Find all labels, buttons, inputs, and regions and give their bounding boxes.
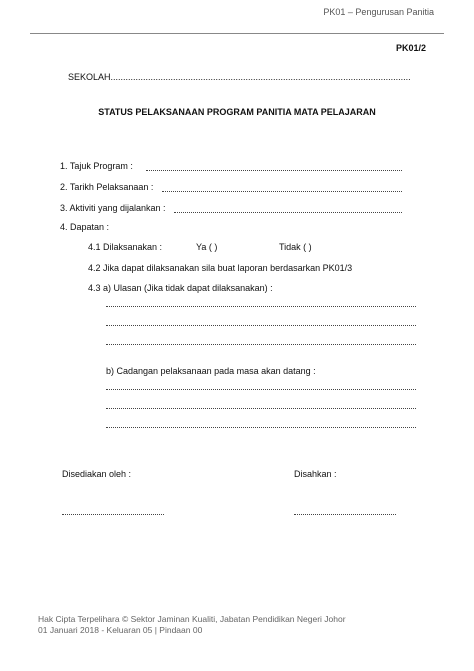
review-line-1[interactable]	[106, 306, 416, 307]
suggestion-line-1[interactable]	[106, 389, 416, 390]
program-title-line[interactable]	[146, 170, 402, 171]
review-line-2[interactable]	[106, 325, 416, 326]
suggestion-line-3[interactable]	[106, 427, 416, 428]
prepared-by-label: Disediakan oleh :	[62, 469, 132, 479]
edition-info: 01 Januari 2018 - Keluaran 05 | Pindaan 00	[38, 625, 203, 635]
approved-by-signature-line[interactable]	[294, 514, 396, 515]
findings-label: 4. Dapatan :	[60, 222, 110, 232]
implementation-date-label: 2. Tarikh Pelaksanaan :	[60, 182, 154, 192]
suggestion-line-2[interactable]	[106, 408, 416, 409]
document-reference: PK01 – Pengurusan Panitia	[323, 7, 434, 17]
activity-line[interactable]	[174, 212, 402, 213]
approved-by-label: Disahkan :	[294, 469, 337, 479]
activity-label: 3. Aktiviti yang dijalankan :	[60, 203, 166, 213]
copyright-notice: Hak Cipta Terpelihara © Sektor Jaminan Kualiti, Jabatan Pendidikan Negeri Johor	[38, 614, 346, 624]
no-checkbox[interactable]: Tidak ( )	[279, 242, 312, 252]
review-line-3[interactable]	[106, 344, 416, 345]
suggestion-label: b) Cadangan pelaksanaan pada masa akan datang :	[106, 366, 316, 376]
program-title-label: 1. Tajuk Program :	[60, 161, 133, 171]
page-title: STATUS PELAKSANAAN PROGRAM PANITIA MATA PELAJARAN	[98, 107, 376, 117]
review-label: 4.3 a) Ulasan (Jika tidak dapat dilaksanakan) :	[88, 283, 273, 293]
school-field-label: SEKOLAH........................................................................................................................	[68, 72, 411, 82]
implemented-label: 4.1 Dilaksanakan :	[88, 242, 163, 252]
form-code: PK01/2	[395, 43, 426, 53]
report-instruction: 4.2 Jika dapat dilaksanakan sila buat laporan berdasarkan PK01/3	[88, 263, 353, 273]
yes-checkbox[interactable]: Ya ( )	[196, 242, 218, 252]
prepared-by-signature-line[interactable]	[62, 514, 164, 515]
implementation-date-line[interactable]	[162, 191, 402, 192]
header-divider	[30, 33, 444, 34]
